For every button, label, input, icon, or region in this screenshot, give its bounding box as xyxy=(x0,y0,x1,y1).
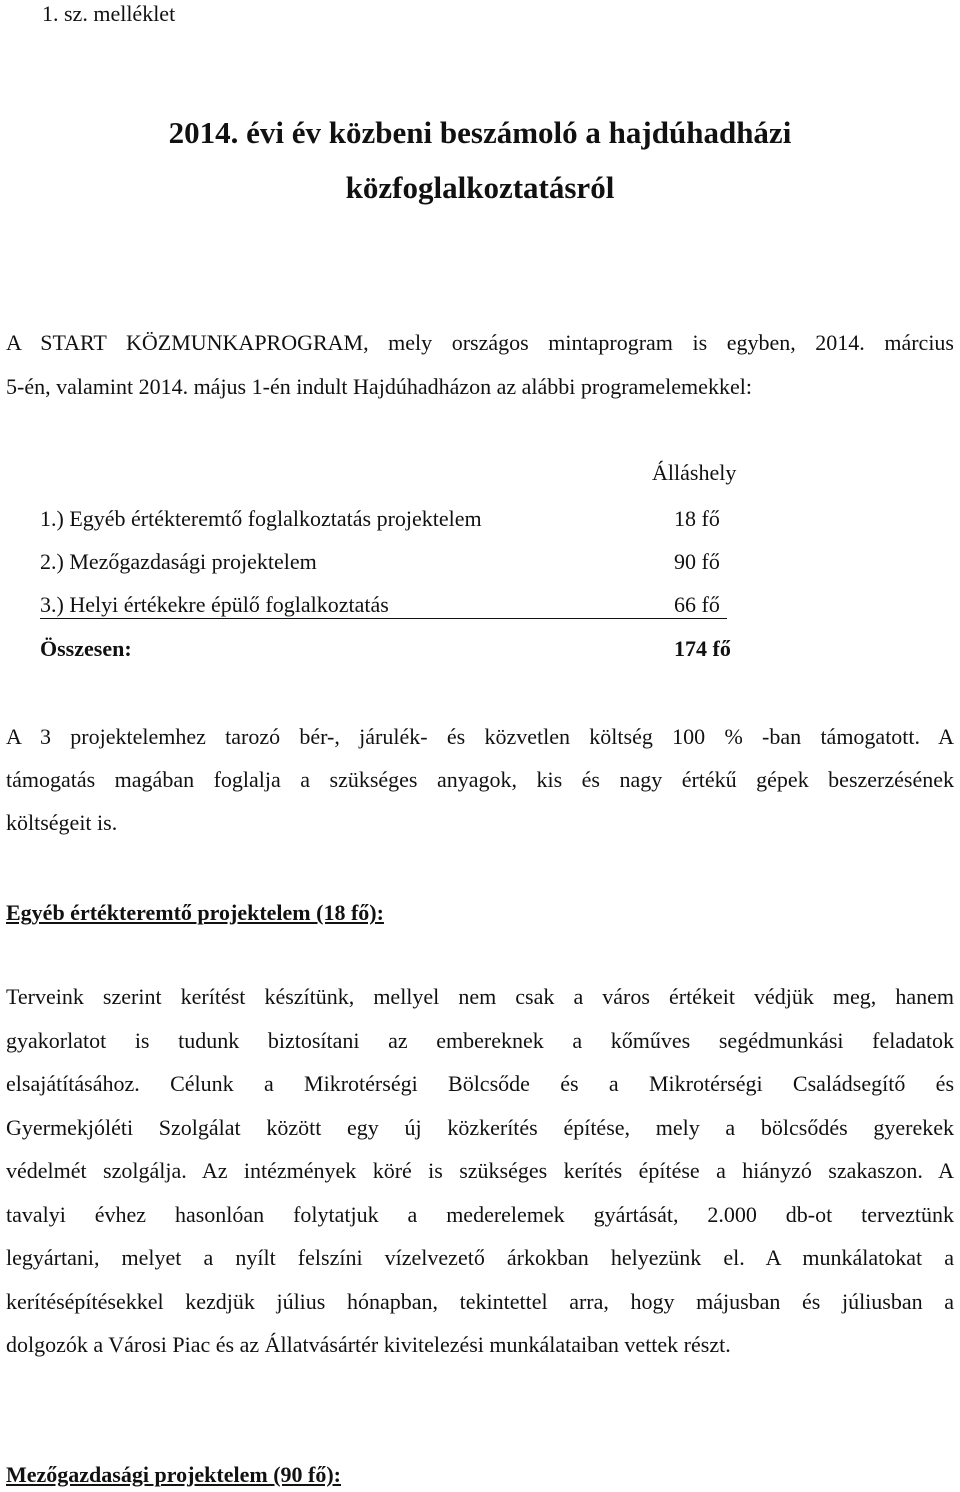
document-title-line-1: 2014. évi év közbeni beszámoló a hajdúhadházi xyxy=(168,115,792,150)
section-heading-egyeb: Egyéb értékteremtő projektelem (18 fő): xyxy=(6,900,384,925)
row-value: 90 fő xyxy=(674,549,720,574)
paragraph-line: gyakorlatot is tudunk biztosítani az embereknek a kőműves segédmunkási feladatok xyxy=(6,1028,954,1053)
support-line-3: költségeit is. xyxy=(6,810,118,835)
paragraph-line: védelmét szolgálja. Az intézmények köré is szükséges kerítés építése a hiányzó szakaszon. A xyxy=(6,1158,954,1183)
sum-underline xyxy=(40,618,727,619)
row-label: 3.) Helyi értékekre épülő foglalkoztatás xyxy=(40,592,389,617)
paragraph-line: kerítésépítésekkel kezdjük július hónapban, tekintettel arra, hogy májusban és júliusban a xyxy=(6,1289,954,1314)
paragraph-line: dolgozók a Városi Piac és az Állatvásártér kivitelezési munkálataiban vettek részt. xyxy=(6,1332,731,1357)
support-line-2: támogatás magában foglalja a szükséges anyagok, kis és nagy értékű gépek beszerzésének xyxy=(6,767,954,792)
row-label: 1.) Egyéb értékteremtő foglalkoztatás projektelem xyxy=(40,506,482,531)
paragraph-line: legyártani, melyet a nyílt felszíni vízelvezető árkokban helyezünk el. A munkálatokat a xyxy=(6,1245,954,1270)
row-value: 66 fő xyxy=(674,592,720,617)
annex-label: 1. sz. melléklet xyxy=(42,1,176,26)
intro-line-2: 5-én, valamint 2014. május 1-én indult Hajdúhadházon az alábbi programelemekkel: xyxy=(6,374,752,399)
paragraph-line: Terveink szerint kerítést készítünk, mellyel nem csak a város értékeit védjük meg, hanem xyxy=(6,984,954,1009)
intro-line-1: A START KÖZMUNKAPROGRAM, mely országos mintaprogram is egyben, 2014. március xyxy=(6,330,954,355)
paragraph-line: tavalyi évhez hasonlóan folytatjuk a mederelemek gyártását, 2.000 db-ot terveztünk xyxy=(6,1202,954,1227)
column-header-allashely: Álláshely xyxy=(652,460,737,485)
paragraph-line: Gyermekjóléti Szolgálat között egy új közkerítés építése, mely a bölcsődés gyerekek xyxy=(6,1115,954,1140)
row-value: 18 fő xyxy=(674,506,720,531)
section-heading-mezogazdasagi: Mezőgazdasági projektelem (90 fő): xyxy=(6,1462,341,1487)
paragraph-line: elsajátításához. Célunk a Mikrotérségi Bölcsőde és a Mikrotérségi Családsegítő és xyxy=(6,1071,954,1096)
total-label: Összesen: xyxy=(40,636,132,661)
support-line-1: A 3 projektelemhez tarozó bér-, járulék- és közvetlen költség 100 % -ban támogatott. A xyxy=(6,724,954,749)
row-label: 2.) Mezőgazdasági projektelem xyxy=(40,549,317,574)
document-title-line-2: közfoglalkoztatásról xyxy=(345,170,615,205)
total-value: 174 fő xyxy=(674,636,731,661)
